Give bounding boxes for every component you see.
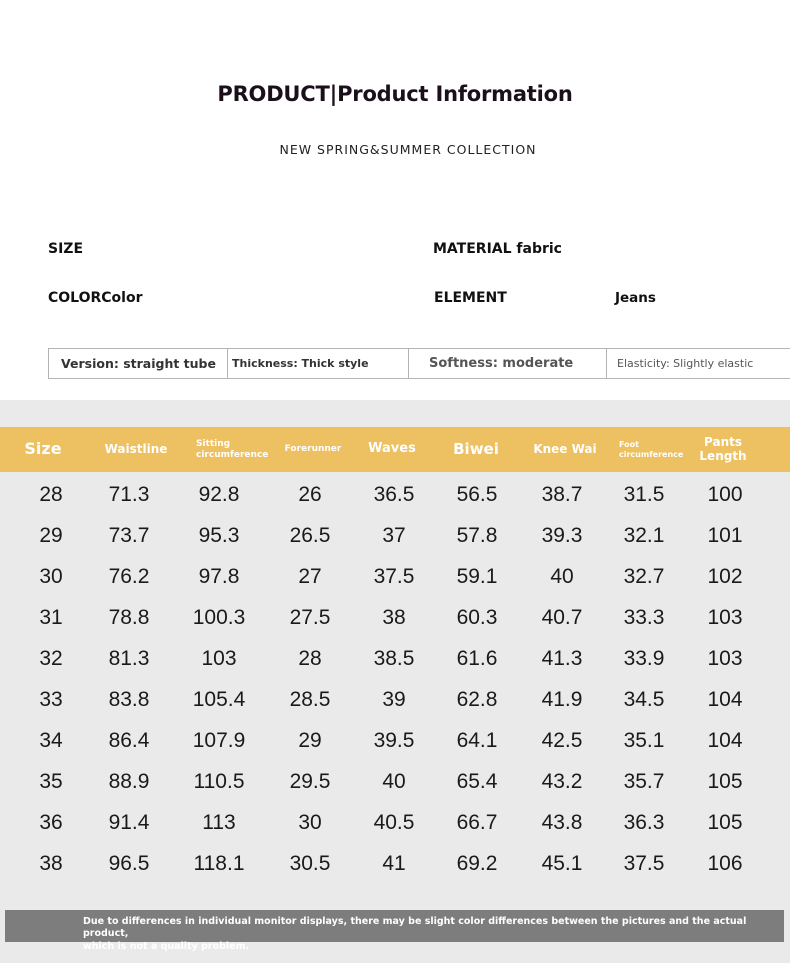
spec-size-label: SIZE: [48, 241, 84, 257]
cell-waistline: 78.8: [108, 605, 150, 629]
cell-knee: 41.9: [541, 687, 583, 711]
cell-sitting-circumference: 118.1: [193, 851, 245, 875]
table-row: [0, 556, 790, 597]
cell-size: 28: [39, 482, 63, 506]
cell-waves: 41: [382, 851, 406, 875]
table-row: [0, 761, 790, 802]
cell-biwei: 61.6: [456, 646, 498, 670]
cell-biwei: 60.3: [456, 605, 498, 629]
product-info-section: [0, 0, 790, 400]
cell-sitting-circumference: 92.8: [198, 482, 240, 506]
cell-sitting-circumference: 110.5: [193, 769, 245, 793]
cell-knee: 41.3: [541, 646, 583, 670]
cell-size: 36: [39, 810, 63, 834]
attr-softness: Softness: moderate: [409, 348, 607, 379]
cell-forerunner: 30.5: [289, 851, 331, 875]
table-row: [0, 720, 790, 761]
header-pants-length: Pants Length: [699, 434, 747, 463]
cell-biwei: 56.5: [456, 482, 498, 506]
cell-waistline: 88.9: [108, 769, 150, 793]
cell-knee: 40: [550, 564, 574, 588]
cell-foot-circumference: 36.3: [623, 810, 665, 834]
cell-sitting-circumference: 105.4: [192, 687, 246, 711]
header-knee: Knee Wai: [533, 441, 597, 456]
disclaimer-line-2: which is not a quality problem.: [83, 940, 250, 952]
cell-waistline: 86.4: [108, 728, 150, 752]
size-chart: [0, 400, 790, 963]
attribute-boxes: [48, 348, 790, 379]
cell-biwei: 69.2: [456, 851, 498, 875]
table-row: [0, 474, 790, 515]
cell-pants-length: 103: [707, 646, 743, 670]
cell-biwei: 59.1: [456, 564, 498, 588]
header-waves: Waves: [368, 441, 416, 457]
cell-pants-length: 104: [707, 687, 743, 711]
spec-material-label: MATERIAL fabric: [433, 241, 562, 257]
cell-sitting-circumference: 95.3: [198, 523, 240, 547]
cell-pants-length: 100: [707, 482, 743, 506]
cell-waistline: 73.7: [108, 523, 150, 547]
size-chart-header: [0, 427, 790, 472]
cell-size: 31: [39, 605, 63, 629]
cell-size: 33: [39, 687, 63, 711]
size-chart-body: [0, 474, 790, 884]
spec-element-value: Jeans: [615, 290, 656, 306]
collection-subtitle: NEW SPRING&SUMMER COLLECTION: [279, 142, 537, 157]
cell-size: 32: [39, 646, 63, 670]
header-sitting-circumference: Sitting circumference: [196, 439, 269, 460]
cell-biwei: 62.8: [456, 687, 498, 711]
cell-waves: 38: [382, 605, 406, 629]
cell-pants-length: 103: [707, 605, 743, 629]
cell-forerunner: 30: [298, 810, 322, 834]
table-row: [0, 638, 790, 679]
cell-forerunner: 28: [298, 646, 322, 670]
cell-foot-circumference: 35.1: [623, 728, 665, 752]
cell-knee: 45.1: [541, 851, 583, 875]
cell-size: 34: [39, 728, 63, 752]
cell-forerunner: 26.5: [289, 523, 331, 547]
cell-waistline: 96.5: [108, 851, 150, 875]
cell-waves: 40.5: [373, 810, 415, 834]
cell-forerunner: 29.5: [289, 769, 331, 793]
cell-knee: 39.3: [541, 523, 583, 547]
color-disclaimer: [5, 910, 784, 952]
cell-forerunner: 26: [298, 482, 322, 506]
cell-waistline: 81.3: [108, 646, 150, 670]
spec-element-label: ELEMENT: [434, 290, 507, 306]
cell-waves: 38.5: [373, 646, 415, 670]
header-biwei: Biwei: [453, 439, 499, 458]
cell-pants-length: 105: [707, 769, 743, 793]
cell-sitting-circumference: 100.3: [192, 605, 246, 629]
attr-thickness: Thickness: Thick style: [228, 348, 409, 379]
cell-size: 38: [39, 851, 63, 875]
cell-waves: 37: [382, 523, 406, 547]
cell-sitting-circumference: 103: [201, 646, 237, 670]
cell-biwei: 64.1: [456, 728, 498, 752]
cell-forerunner: 28.5: [289, 687, 331, 711]
cell-sitting-circumference: 107.9: [192, 728, 246, 752]
cell-knee: 43.8: [541, 810, 583, 834]
cell-foot-circumference: 37.5: [623, 851, 665, 875]
header-foot-circumference: Foot circumference: [619, 440, 684, 459]
attr-elasticity: Elasticity: Slightly elastic: [607, 348, 790, 379]
cell-waistline: 91.4: [108, 810, 150, 834]
cell-sitting-circumference: 97.8: [198, 564, 240, 588]
cell-waves: 39.5: [373, 728, 415, 752]
disclaimer-line-1: Due to differences in individual monitor displays, there may be slight color differences between the pictures and the actual product,: [83, 916, 747, 940]
cell-forerunner: 27: [298, 564, 322, 588]
cell-waistline: 76.2: [108, 564, 150, 588]
attr-version: Version: straight tube: [48, 348, 228, 379]
cell-foot-circumference: 32.7: [623, 564, 665, 588]
cell-pants-length: 106: [707, 851, 743, 875]
header-size: Size: [24, 439, 62, 459]
cell-waves: 36.5: [373, 482, 415, 506]
table-row: [0, 843, 790, 884]
cell-biwei: 65.4: [456, 769, 498, 793]
cell-pants-length: 101: [707, 523, 743, 547]
cell-pants-length: 102: [707, 564, 743, 588]
cell-foot-circumference: 32.1: [623, 523, 665, 547]
table-row: [0, 802, 790, 843]
cell-waistline: 83.8: [108, 687, 150, 711]
table-row: [0, 515, 790, 556]
cell-biwei: 66.7: [456, 810, 498, 834]
cell-pants-length: 104: [707, 728, 743, 752]
cell-sitting-circumference: 113: [202, 810, 236, 834]
table-row: [0, 597, 790, 638]
cell-forerunner: 27.5: [289, 605, 331, 629]
cell-waistline: 71.3: [108, 482, 150, 506]
cell-waves: 39: [382, 687, 406, 711]
cell-waves: 37.5: [373, 564, 415, 588]
cell-knee: 40.7: [541, 605, 583, 629]
cell-foot-circumference: 34.5: [623, 687, 665, 711]
page-title: PRODUCT|Product Information: [217, 82, 573, 106]
cell-foot-circumference: 31.5: [623, 482, 665, 506]
cell-biwei: 57.8: [456, 523, 498, 547]
cell-size: 35: [39, 769, 63, 793]
header-waistline: Waistline: [104, 441, 168, 456]
cell-knee: 43.2: [541, 769, 583, 793]
cell-knee: 42.5: [541, 728, 583, 752]
table-row: [0, 679, 790, 720]
cell-forerunner: 29: [298, 728, 322, 752]
cell-waves: 40: [382, 769, 406, 793]
cell-foot-circumference: 35.7: [623, 769, 665, 793]
cell-size: 30: [39, 564, 63, 588]
header-forerunner: Forerunner: [284, 444, 342, 455]
cell-pants-length: 105: [707, 810, 743, 834]
spec-color-label: COLORColor: [48, 290, 143, 306]
cell-foot-circumference: 33.9: [623, 646, 665, 670]
cell-foot-circumference: 33.3: [623, 605, 665, 629]
cell-size: 29: [39, 523, 63, 547]
cell-knee: 38.7: [541, 482, 583, 506]
